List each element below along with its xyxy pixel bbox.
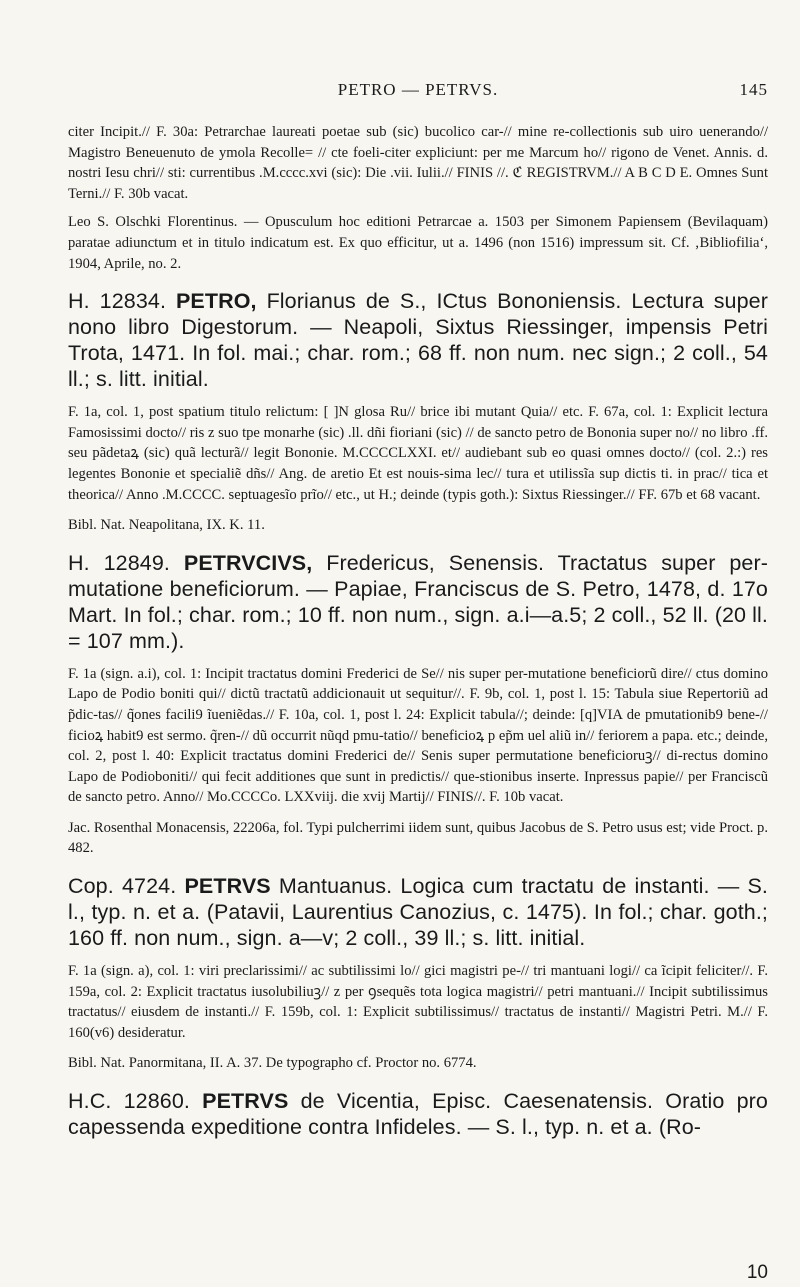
- entry-description: Mantuanus. Logica cum tractatu de instanti. — S. l., typ. n. et a. (Patavii, Laurentius Canozius, c. 1475). In fol.; char. goth.; 160 ff. non num., sign. a—v; 2 coll., 39 ll.; s. litt. initial.: [68, 874, 768, 951]
- entry-name: PETRVS: [202, 1089, 289, 1114]
- entry-name: PETRO,: [175, 289, 257, 314]
- entry-description: Florianus de S., ICtus Bononiensis. Lectura super nono libro Digestorum. — Neapoli, Sixtus Riessinger, impensis Petri Trota, 1471. In fol. mai.; char. rom.; 68 ff. non num. nec sign.; 2 coll., 54 ll.; s. litt. initial.: [68, 289, 768, 392]
- page-number: 145: [739, 80, 768, 99]
- library-reference: Jac. Rosenthal Monacensis, 22206a, fol. Typi pulcherrimi iidem sunt, quibus Jacobus de S. Petro usus est; vide Proct. p. 482.: [68, 819, 768, 857]
- entry-reference: H. 12834.: [68, 289, 167, 314]
- entry-description: de Vicentia, Episc. Caesenatensis. Oratio pro capessenda expeditione contra Infideles. — S. l., typ. n. et a. (Ro-: [68, 1089, 768, 1140]
- note-paragraph: Leo S. Olschki Florentinus. — Opusculum hoc editioni Petrarcae a. 1503 per Simonem Papiensem (Bevilaquam) paratae adiunctum et in titulo indicatum est. Ex quo efficitur, ut a. 1496 (non 1516) impressum sit. Cf. ‚Bibliofilia‘, 1904, Aprile, no. 2.: [68, 214, 768, 272]
- entry-reference: Cop. 4724.: [68, 874, 177, 899]
- catalog-entry: [68, 550, 768, 654]
- running-head: [68, 80, 768, 104]
- page-content: [68, 122, 768, 1140]
- running-title: PETRO — PETRVS.: [337, 80, 499, 99]
- entry-name: PETRVCIVS,: [183, 550, 313, 575]
- text-paragraph: F. 1a, col. 1, post spatium titulo relictum: [ ]N glosa Ru// brice ibi mutant Quia// etc. F. 67a, col. 1: Explicit lectura Famosissimi docto// ris z suo tpe monarhe (sic) .ll. dñi fioriani (sic) // de sancto petro de Bononia super no// no libro .ff. seu pãdetaꝝ (sic) quã lecturã// legit Bononie. M.CCCCLXXI. et// audiebant sub eo quasi omnes docto// (col. 2.:) res legentes Bononie et specialiẽ dñs// Ang. de aretio Et est nouis-sima lec// tura et utilissĩa sup dictis ti. in prac// tica et theorica// Anno .M.CCCC. septuagesĩo prĩo// etc., ut H.; deinde (typis goth.): Sixtus Riessinger.// FF. 67b et 68 vacant.: [68, 404, 768, 503]
- signature-mark: 10: [746, 1262, 768, 1283]
- library-reference: Bibl. Nat. Neapolitana, IX. K. 11.: [68, 517, 265, 534]
- catalog-entry: [68, 873, 768, 951]
- catalog-entry: [68, 1088, 768, 1140]
- text-paragraph: F. 1a (sign. a.i), col. 1: Incipit tractatus domini Frederici de Se// nis super per-mutatione beneficiorũ dire// ctus domino Lapo de Podio boniti qui// dictũ tractatũ addicionauit ut sequitur//. F. 9b, col. 1, post l. 15: Tabula siue Repertoriũ ad p̃dic-tas// q̃ones facili9 ĩueniẽdas.// F. 10a, col. 1, post l. 24: Explicit tabula//; deinde: [q]VIA de pmutationib9 bene-// ficioꝝ habit9 est sermo. q̃ren-// dũ occurrit nũqd pmu-tatio// beneficioꝝ p ep̃m uel aliũ in// feriorem a papa. etc.; deinde, col. 2, post l. 40: Explicit tractatus domini Frederici de// Senis super permutatione beneficioruꝫ// di-rectus domino Lapo de Podioboniti// qui fecit additiones que sunt in predictis// que-stionibus inserte. Inpressus papie// per Franciscũ de sancto petro. Anno// Mo.CCCCo. LXXviij. die xvij Martij// FINIS//. F. 10b vacat.: [68, 665, 768, 806]
- library-reference: Bibl. Nat. Panormitana, II. A. 37. De typographo cf. Proctor no. 6774.: [68, 1055, 477, 1072]
- entry-description: Fredericus, Senensis. Tractatus super per-mutatione beneficiorum. — Papiae, Franciscus de S. Petro, 1478, d. 17o Mart. In fol.; char. rom.; 10 ff. non num., sign. a.i—a.5; 2 coll., 52 ll. (20 ll. = 107 mm.).: [68, 550, 769, 653]
- book-page: [68, 0, 768, 1287]
- text-paragraph: citer Incipit.// F. 30a: Petrarchae laureati poetae sub (sic) bucolico car-// mine re-collectionis sub uiro uenerando// Magistro Beneuenuto de ymola Recolle= // cte foeli-citer expliciunt: per me Marcum ho// rigono de Venet. Annis. d. nostri Iesu chri// sti: currentibus .M.cccc.xvi (sic): Die .vii. Iulii.// FINIS //. ℭ REGISTRVM.// A B C D E. Omnes Sunt Terni.// F. 30b vacat.: [68, 124, 768, 202]
- catalog-entry: [68, 288, 768, 392]
- entry-reference: H. 12849.: [68, 550, 170, 575]
- entry-name: PETRVS: [184, 874, 271, 899]
- entry-reference: H.C. 12860.: [68, 1089, 190, 1114]
- text-paragraph: F. 1a (sign. a), col. 1: viri preclarissimi// ac subtilissimi lo// gici magistri pe-// tri mantuani logi// ca ĩcipit feliciter//. F. 159a, col. 2: Explicit tractatus iusolubiliuꝫ// z per ꝯsequẽs tota logica magistri// petri mantuani.// Incipit subtilissimus tractatus// eiusdem de instanti.// F. 159b, col. 1: Explicit subtilissimus// tractatus de instanti// Magistri Petri. M.// F. 160(v6) desideratur.: [68, 963, 768, 1041]
